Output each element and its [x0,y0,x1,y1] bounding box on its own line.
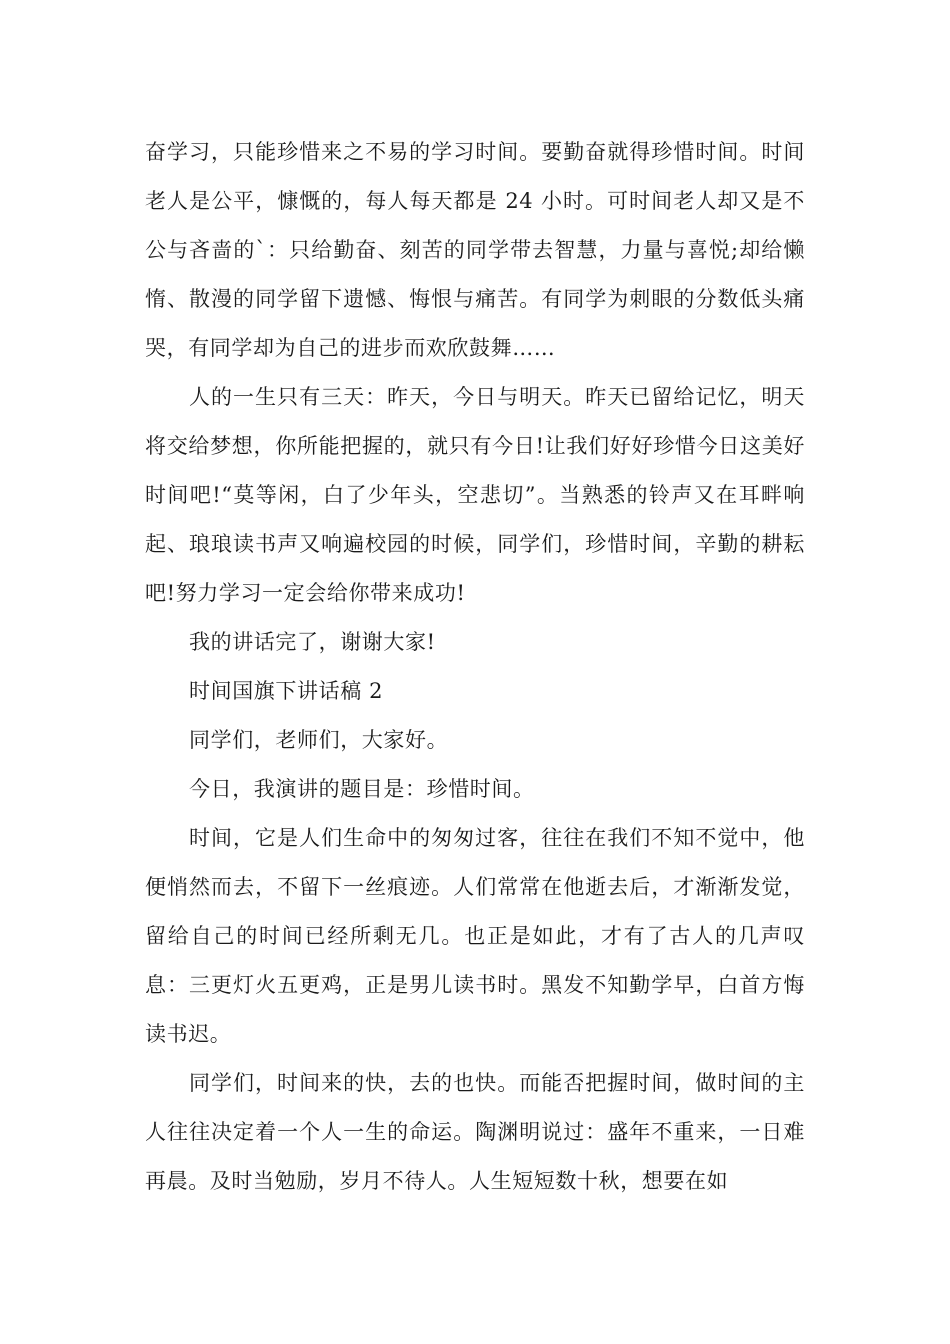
paragraph-greeting: 同学们，老师们，大家好。 [189,728,449,752]
section-heading: 时间国旗下讲话稿 2 [189,679,384,703]
paragraph-7: 时间，它是人们生命中的匆匆过客，往往在我们不知不觉中，他便悄然而去，不留下一丝痕迹。人们常常在他逝去后，才渐渐发觉，留给自己的时间已经所剩无几。也正是如此，才有了古人的几声叹息：三更灯火五更鸡，正是男儿读书时。黑发不知勤学早，白首方悔读书迟。 [145,826,805,1046]
paragraph-3: 我的讲话完了，谢谢大家! [189,630,436,654]
paragraph-8: 同学们，时间来的快，去的也快。而能否把握时间，做时间的主人往往决定着一个人一生的命运。陶渊明说过：盛年不重来，一日难再晨。及时当勉励，岁月不待人。人生短短数十秋，想要在如 [145,1071,805,1193]
paragraph-2: 人的一生只有三天：昨天，今日与明天。昨天已留给记忆，明天将交给梦想，你所能把握的，就只有今日!让我们好好珍惜今日这美好时间吧!“莫等闲，白了少年头，空悲切”。当熟悉的铃声又在耳畔响起、琅琅读书声又响遍校园的时候，同学们，珍惜时间，辛勤的耕耘吧!努力学习一定会给你带来成功! [145,385,805,605]
paragraph-topic: 今日，我演讲的题目是：珍惜时间。 [189,777,535,801]
document-page [145,128,805,1206]
paragraph-1: 奋学习，只能珍惜来之不易的学习时间。要勤奋就得珍惜时间。时间老人是公平，慷慨的，每人每天都是 24 小时。可时间老人却又是不公与吝啬的`：只给勤奋、刻苦的同学带去智慧，力量与喜悦;却给懒惰、散漫的同学留下遗憾、悔恨与痛苦。有同学为刺眼的分数低头痛哭，有同学却为自己的进步而欢欣鼓舞…… [145,140,805,360]
